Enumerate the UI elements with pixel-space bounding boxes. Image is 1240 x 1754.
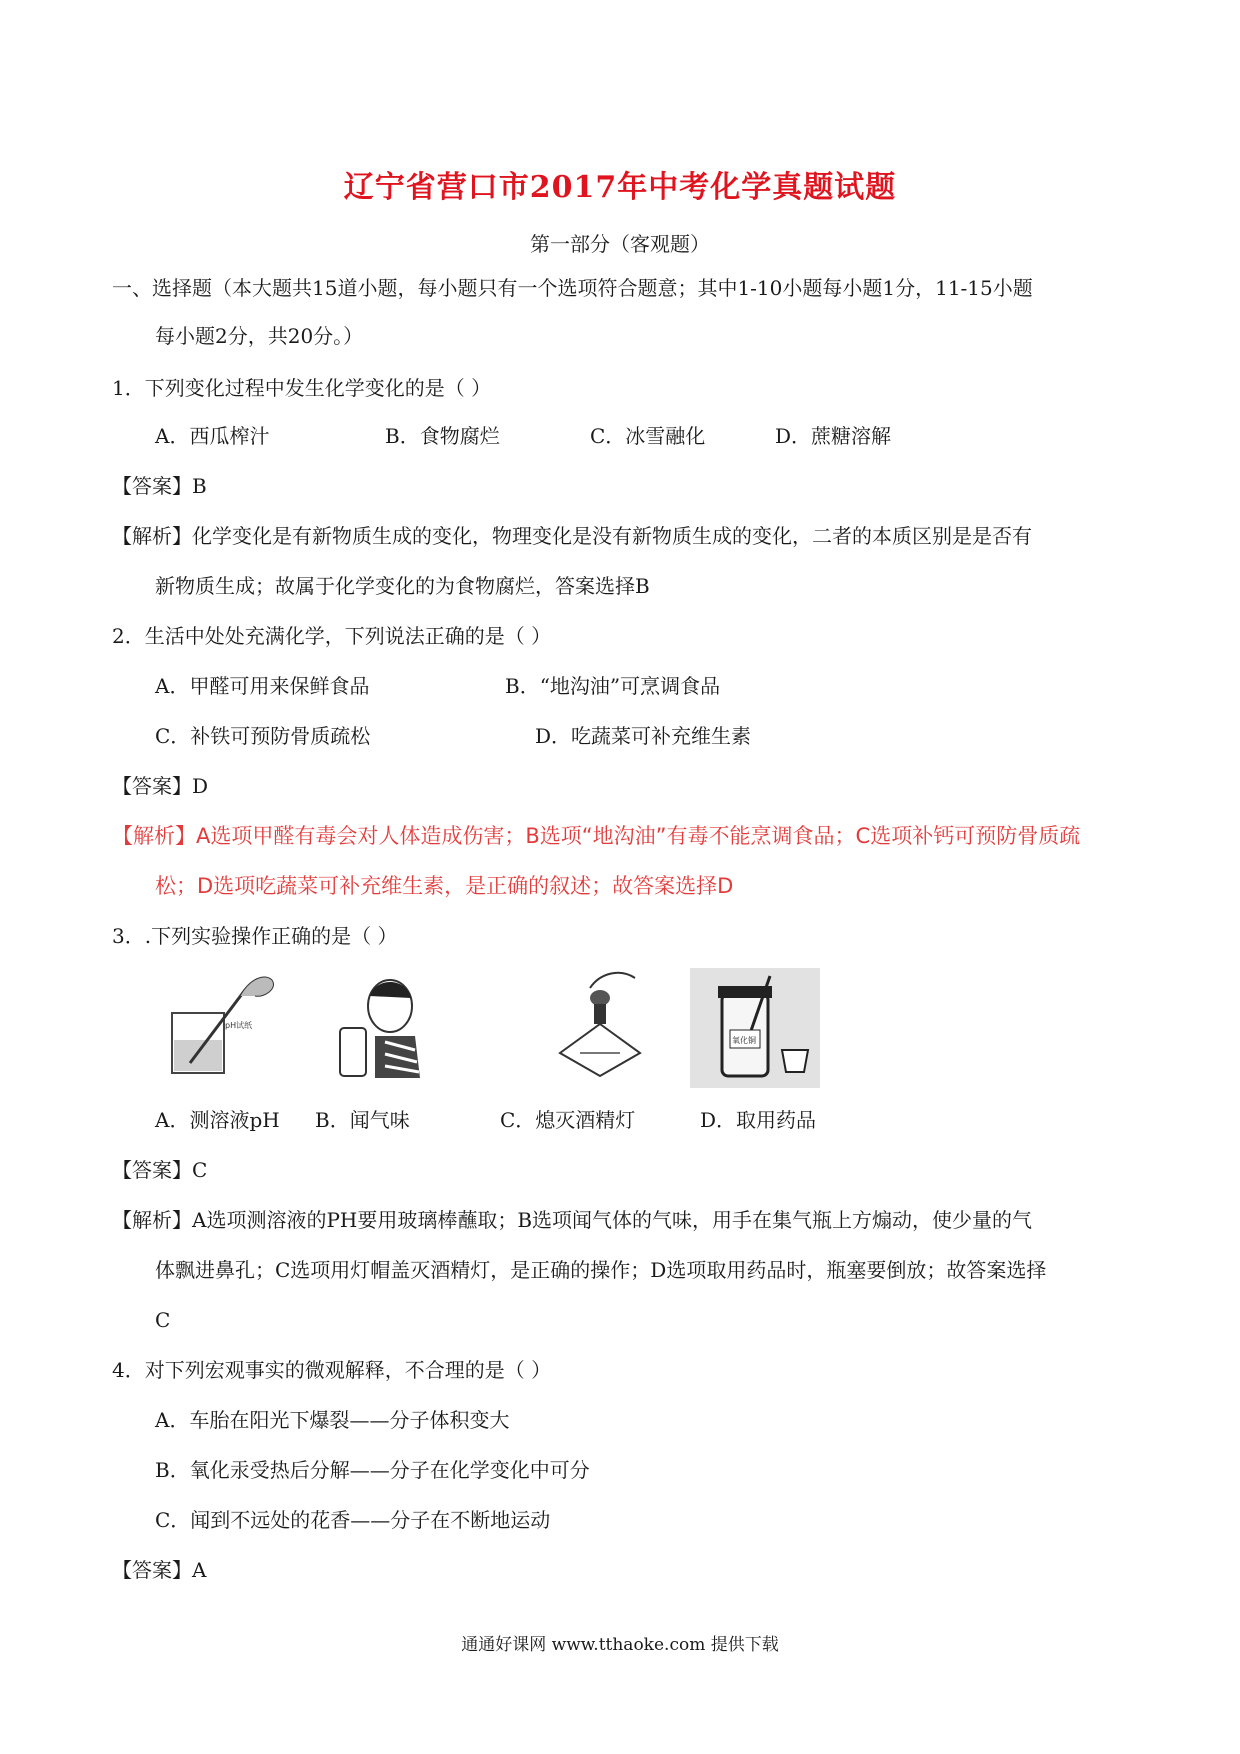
section-instructions-line2: 每小题2分，共20分。）: [155, 324, 364, 348]
figure-smell-gas: [335, 968, 425, 1088]
q3-analysis-line1: 【解析】A选项测溶液的PH要用玻璃棒蘸取；B选项闻气体的气味，用手在集气瓶上方煽动，使少量的气: [112, 1208, 1033, 1232]
figure-alcohol-lamp: [550, 968, 650, 1088]
q3-option-b: B．闻气味: [315, 1108, 410, 1132]
q2-analysis-line1: 【解析】A选项甲醛有毒会对人体造成伤害；B选项“地沟油”有毒不能烹调食品；C选项补钙可预防骨质疏: [112, 824, 1081, 848]
q3-option-a: A．测溶液pH: [155, 1108, 280, 1132]
q4-stem: 4．对下列宏观事实的微观解释，不合理的是（ ）: [112, 1358, 552, 1382]
gas-bottle: [340, 1028, 366, 1076]
q1-answer: 【答案】B: [112, 474, 207, 498]
q3-analysis-line2: 体飘进鼻孔；C选项用灯帽盖灭酒精灯，是正确的操作；D选项取用药品时，瓶塞要倒放；故答案选择: [155, 1258, 1047, 1282]
jar-label-text: 氧化铜: [732, 1036, 756, 1045]
q4-option-c: C．闻到不远处的花香——分子在不断地运动: [155, 1508, 551, 1532]
q1-option-b: B．食物腐烂: [385, 424, 500, 448]
q4-option-b: B．氧化汞受热后分解——分子在化学变化中可分: [155, 1458, 590, 1482]
q2-option-c: C．补铁可预防骨质疏松: [155, 724, 371, 748]
figure-measure-ph: [160, 968, 285, 1088]
q3-analysis-line3: C: [155, 1308, 171, 1332]
figure-take-reagent: [690, 968, 820, 1088]
q2-stem: 2．生活中处处充满化学，下列说法正确的是（ ）: [112, 624, 552, 648]
q4-answer: 【答案】A: [112, 1558, 207, 1582]
solution-fill: [174, 1040, 222, 1071]
lamp-body: [560, 1024, 640, 1076]
q1-option-d: D．蔗糖溶解: [775, 424, 892, 448]
q3-answer: 【答案】C: [112, 1158, 208, 1182]
q1-option-c: C．冰雪融化: [590, 424, 706, 448]
q1-stem: 1．下列变化过程中发生化学变化的是（ ）: [112, 376, 492, 400]
q2-option-a: A．甲醛可用来保鲜食品: [155, 674, 370, 698]
q1-analysis-line2: 新物质生成；故属于化学变化的为食物腐烂，答案选择B: [155, 574, 650, 598]
q3-stem: 3．.下列实验操作正确的是（ ）: [112, 924, 398, 948]
hand-shape: [590, 973, 635, 988]
q2-analysis-line2: 松；D选项吃蔬菜可补充维生素，是正确的叙述；故答案选择D: [155, 874, 734, 898]
hand-shape: [240, 977, 274, 996]
lamp-neck: [594, 1004, 606, 1024]
document-title: 辽宁省营口市2017年中考化学真题试题: [343, 170, 897, 205]
page-footer: 通通好课网 www.tthaoke.com 提供下载: [461, 1635, 779, 1655]
q2-answer: 【答案】D: [112, 774, 209, 798]
section-instructions-line1: 一、选择题（本大题共15道小题，每小题只有一个选项符合题意；其中1-10小题每小题1分，11-15小题: [112, 276, 1033, 300]
cup-shape: [782, 1050, 808, 1072]
q2-option-d: D．吃蔬菜可补充维生素: [535, 724, 752, 748]
q3-option-c: C．熄灭酒精灯: [500, 1108, 636, 1132]
q1-analysis-line1: 【解析】化学变化是有新物质生成的变化，物理变化是没有新物质生成的变化，二者的本质区别是是否有: [112, 524, 1032, 548]
q2-option-b: B．“地沟油”可烹调食品: [505, 674, 721, 698]
part-heading: 第一部分（客观题）: [530, 232, 710, 256]
ph-paper-label: pH试纸: [225, 1021, 253, 1030]
q4-option-a: A．车胎在阳光下爆裂——分子体积变大: [155, 1408, 510, 1432]
q3-option-d: D．取用药品: [700, 1108, 817, 1132]
q1-option-a: A．西瓜榨汁: [155, 424, 270, 448]
hair-shape: [370, 982, 411, 998]
lamp-cap: [590, 990, 610, 1006]
